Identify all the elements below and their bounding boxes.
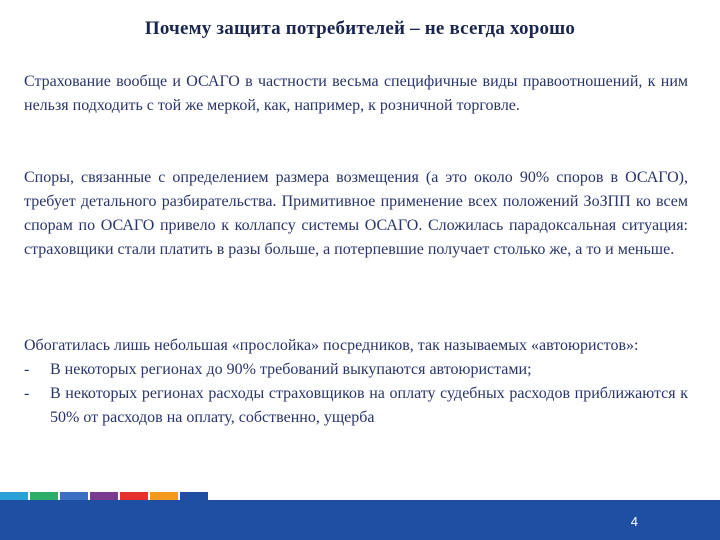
decorative-color-stripes [0, 492, 216, 500]
list-item [24, 358, 688, 382]
bullet-dash: - [24, 361, 30, 378]
bullet-text: В некоторых регионах до 90% требований выкупаются автоюристами; [50, 361, 532, 378]
footer-bar [0, 500, 720, 540]
paragraph-insurance-specifics: Страхование вообще и ОСАГО в частности весьма специфичные виды правоотношений, к ним нельзя подходить с той же меркой, как, например, к розничной торговле. [24, 73, 688, 114]
stripe-segment [30, 492, 58, 500]
slide-title: Почему защита потребителей – не всегда хорошо [144, 18, 576, 39]
stripe-segment [150, 492, 178, 500]
stripe-segment [120, 492, 148, 500]
stripe-segment [180, 492, 208, 500]
stripe-segment [60, 492, 88, 500]
stripe-segment [0, 492, 28, 500]
list-item [24, 382, 688, 430]
intermediaries-intro: Обогатилась лишь небольшая «прослойка» посредников, так называемых «автоюристов»: [24, 337, 639, 354]
bullet-text: В некоторых регионах расходы страховщиков на оплату судебных расходов приближаются к 50% от расходов на оплату, собственно, ущерба [50, 385, 688, 426]
bullet-dash: - [24, 385, 30, 402]
paragraph-intermediaries [24, 334, 688, 430]
paragraph-disputes: Споры, связанные с определением размера возмещения (а это около 90% споров в ОСАГО), требует детального разбирательства. Примитивное применение всех положений ЗоЗПП ко всем спорам по ОСАГО привело к коллапсу системы ОСАГО. Сложилась парадоксальная ситуация: страховщики стали платить в разы больше, а потерпевшие получает столько же, а то и меньше. [24, 169, 688, 258]
page-number: 4 [630, 514, 638, 529]
stripe-segment [90, 492, 118, 500]
